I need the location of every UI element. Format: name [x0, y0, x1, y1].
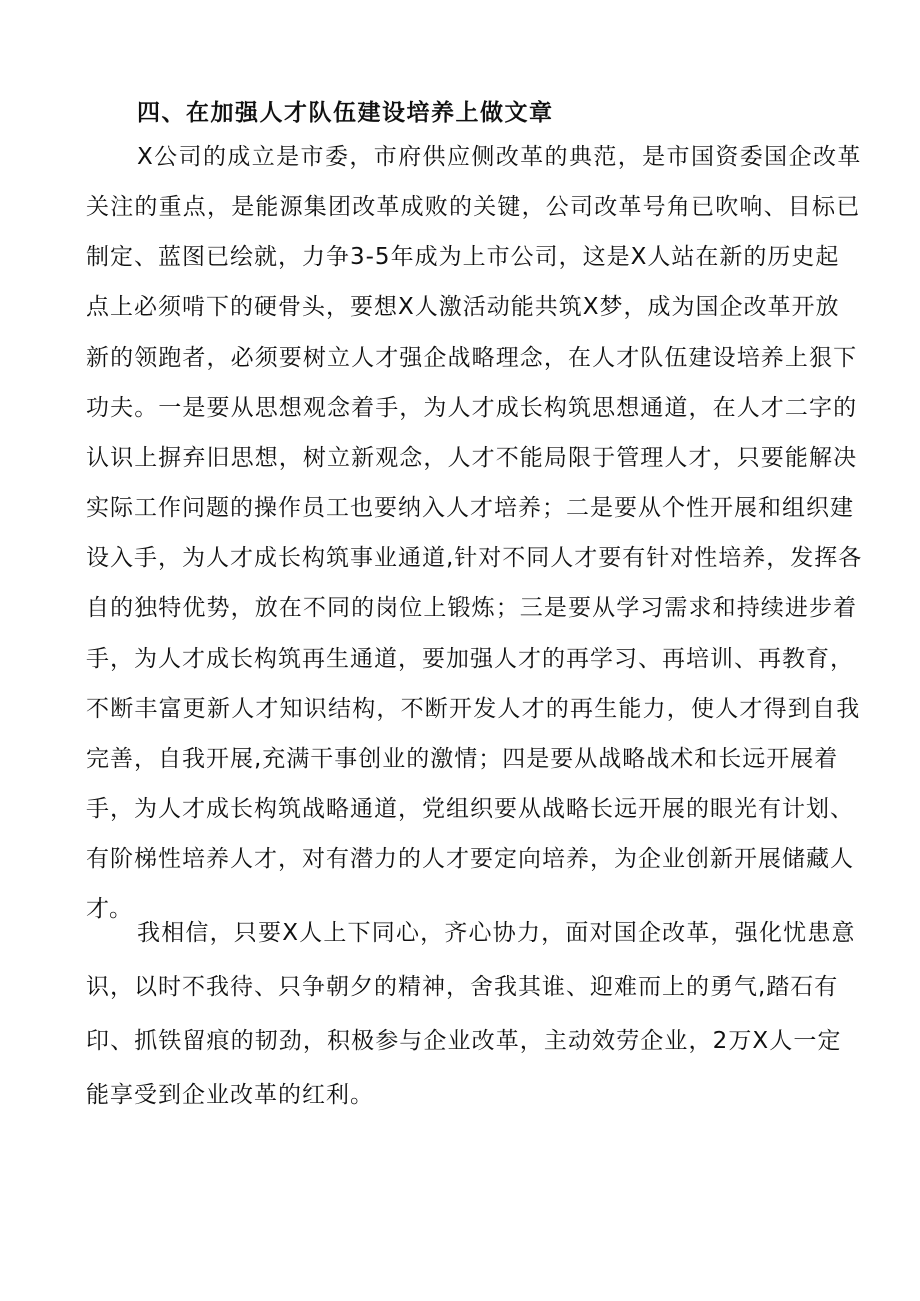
- paragraph-line: 设入手，为人才成长构筑事业通道,针对不同人才要有针对性培养，发挥各: [86, 545, 863, 571]
- paragraph-line: 关注的重点，是能源集团改革成败的关键，公司改革号角已吹响、目标已: [86, 194, 861, 220]
- section-heading: 四、在加强人才队伍建设培养上做文章: [137, 100, 554, 126]
- paragraph-line: 制定、蓝图已绘就，力争3-5年成为上市公司，这是X人站在新的历史起: [86, 244, 840, 270]
- paragraph-line: 印、抓铁留痕的韧劲，积极参与企业改革，主动效劳企业，2万X人一定: [86, 1028, 842, 1054]
- paragraph-line-end: 才。: [86, 896, 132, 922]
- paragraph-line: 点上必须啃下的硬骨头，要想X人激活动能共筑X梦，成为国企改革开放: [86, 294, 840, 320]
- paragraph-line: 有阶梯性培养人才，对有潜力的人才要定向培养，为企业创新开展储藏人: [86, 846, 854, 872]
- paragraph-line: 不断丰富更新人才知识结构，不断开发人才的再生能力，使人才得到自我: [86, 696, 861, 722]
- paragraph-line: 实际工作问题的操作员工也要纳入人才培养；二是要从个性开展和组织建: [86, 495, 854, 521]
- paragraph-line: 手，为人才成长构筑战略通道，党组织要从战略长远开展的眼光有计划、: [86, 796, 854, 822]
- paragraph-line: 我相信，只要X人上下同心，齐心协力，面对国企改革，强化忧患意: [137, 920, 856, 946]
- paragraph-line: 识，以时不我待、只争朝夕的精神，舍我其谁、迎难而上的勇气,踏石有: [86, 974, 839, 1000]
- paragraph-line: 手，为人才成长构筑再生通道，要加强人才的再学习、再培训、再教育，: [86, 646, 854, 672]
- paragraph-line: 完善，自我开展,充满干事创业的激情；四是要从战略战术和长远开展着: [86, 746, 839, 772]
- paragraph-line: 功夫。一是要从思想观念着手，为人才成长构筑思想通道，在人才二字的: [86, 395, 858, 421]
- paragraph-line: 新的领跑者，必须要树立人才强企战略理念，在人才队伍建设培养上狠下: [86, 345, 858, 371]
- paragraph-line: 认识上摒弃旧思想，树立新观念，人才不能局限于管理人才，只要能解决: [86, 445, 858, 471]
- paragraph-line: X公司的成立是市委，市府供应侧改革的典范，是市国资委国企改革: [137, 144, 862, 170]
- paragraph-line: 能享受到企业改革的红利。: [86, 1082, 374, 1108]
- paragraph-line: 自的独特优势，放在不同的岗位上锻炼；三是要从学习需求和持续进步着: [86, 595, 858, 621]
